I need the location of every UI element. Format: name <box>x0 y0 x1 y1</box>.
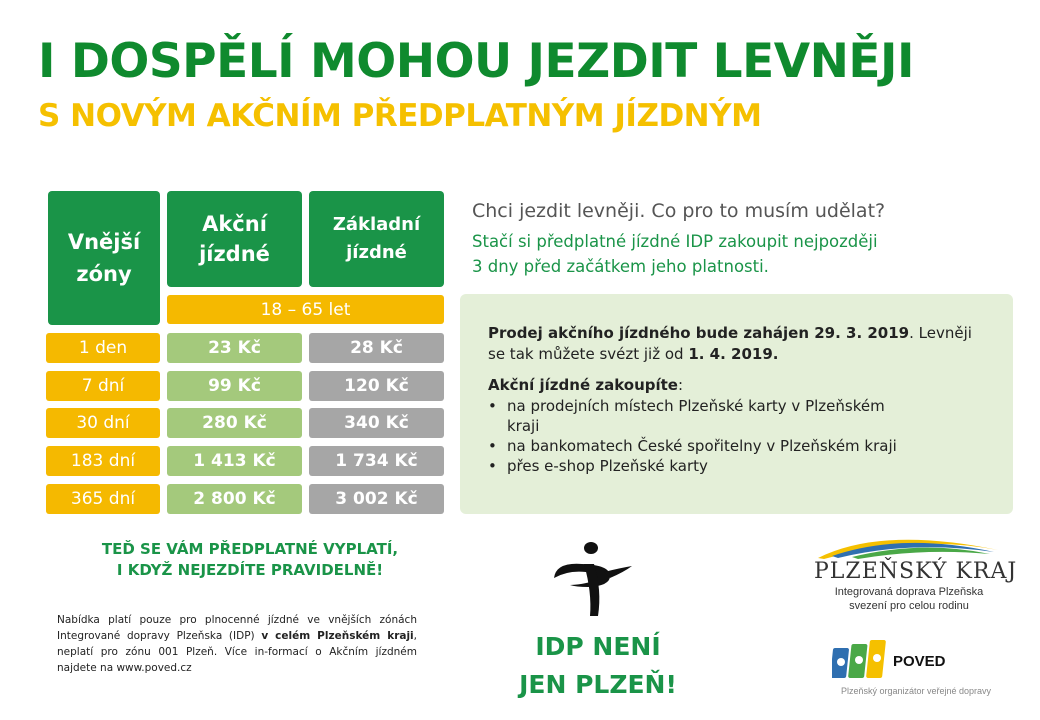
plzensky-kraj-swoosh-icon <box>812 528 1004 560</box>
buy-heading-colon: : <box>677 376 684 394</box>
subheadline: S NOVÝM AKČNÍM PŘEDPLATNÝM JÍZDNÝM <box>38 98 762 134</box>
list-item-line: • na bankomatech České spořitelny v Plzeňském kraji <box>507 437 897 455</box>
idp-slogan-line: IDP NENÍ <box>535 632 661 661</box>
plzensky-kraj-tagline <box>806 585 1012 613</box>
plzensky-kraj-name: PLZEŇSKÝ KRAJ <box>814 559 1018 584</box>
answer-line: Stačí si předplatné jízdné IDP zakoupit nejpozději <box>472 232 878 251</box>
header-basic-fare-line2: jízdné <box>346 242 407 263</box>
purchase-places-list <box>488 396 897 476</box>
basic-price-cell: 3 002 Kč <box>309 484 444 514</box>
sale-from-text: se tak můžete svézt již od <box>488 345 689 363</box>
buy-heading-bold: Akční jízdné zakoupíte <box>488 376 678 394</box>
question-heading: Chci jezdit levněji. Co pro to musím udělat? <box>472 200 886 222</box>
tagline-line: Integrovaná doprava Plzeňska <box>834 586 984 598</box>
period-cell: 7 dní <box>46 371 160 401</box>
sale-start-bold: Prodej akčního jízdného bude zahájen 29. 3. 2019 <box>488 324 910 342</box>
slogan-line: TEĎ SE VÁM PŘEDPLATNÉ VYPLATÍ, <box>101 540 399 558</box>
header-outer-zones-line2: zóny <box>76 262 132 286</box>
sale-from-line <box>488 344 779 364</box>
header-outer-zones-line1: Vnější <box>67 230 141 254</box>
poved-logo-icon <box>832 640 888 680</box>
slogan <box>40 539 460 581</box>
idp-logo-icon <box>548 540 644 620</box>
period-cell: 183 dní <box>46 446 160 476</box>
idp-slogan-line: JEN PLZEŇ! <box>519 670 677 699</box>
header-action-fare <box>167 191 302 287</box>
sale-start-line <box>488 323 972 343</box>
footnote <box>57 612 417 676</box>
tagline-line: svezení pro celou rodinu <box>849 600 969 612</box>
action-price-cell: 2 800 Kč <box>167 484 302 514</box>
header-action-fare-line2: jízdné <box>199 242 270 266</box>
basic-price-cell: 120 Kč <box>309 371 444 401</box>
answer-text <box>472 229 878 279</box>
basic-price-cell: 1 734 Kč <box>309 446 444 476</box>
list-item <box>488 396 897 436</box>
slogan-line: I KDYŽ NEJEZDÍTE PRAVIDELNĚ! <box>116 561 384 579</box>
header-basic-fare-line1: Základní <box>332 214 421 235</box>
age-range-bar: 18 – 65 let <box>167 295 444 324</box>
buy-heading <box>488 375 683 395</box>
footnote-part1: Nabídka platí pouze pro plnocenné jízdné ve vnějších zónách Integrované dopravy Plzeňska (IDP) <box>57 614 417 642</box>
header-basic-fare <box>309 191 444 287</box>
list-item <box>488 456 897 476</box>
sale-from-date: 1. 4. 2019. <box>688 345 779 363</box>
footnote-part2: , neplatí pro zónu 001 Plzeň. Více in-formací o Akčním jízdném najdete na www.poved.cz <box>57 630 417 674</box>
action-price-cell: 280 Kč <box>167 408 302 438</box>
sale-start-rest: . Levněji <box>909 324 972 342</box>
footnote-bold: v celém Plzeňském kraji <box>261 630 414 642</box>
period-cell: 30 dní <box>46 408 160 438</box>
list-item <box>488 436 897 456</box>
list-item-line: kraji <box>507 417 540 435</box>
list-item-line: • přes e-shop Plzeňské karty <box>507 457 708 475</box>
header-outer-zones <box>48 191 160 325</box>
idp-slogan <box>498 628 698 704</box>
list-item-line: • na prodejních místech Plzeňské karty v Plzeňském <box>507 397 885 415</box>
period-cell: 1 den <box>46 333 160 363</box>
action-price-cell: 23 Kč <box>167 333 302 363</box>
info-box <box>460 294 1013 514</box>
action-price-cell: 1 413 Kč <box>167 446 302 476</box>
basic-price-cell: 28 Kč <box>309 333 444 363</box>
action-price-cell: 99 Kč <box>167 371 302 401</box>
header-action-fare-line1: Akční <box>202 212 267 236</box>
basic-price-cell: 340 Kč <box>309 408 444 438</box>
headline: I DOSPĚLÍ MOHOU JEZDIT LEVNĚJI <box>38 34 915 89</box>
answer-line: 3 dny před začátkem jeho platnosti. <box>472 257 769 276</box>
period-cell: 365 dní <box>46 484 160 514</box>
poved-name: POVED <box>893 653 946 670</box>
poved-tagline: Plzeňský organizátor veřejné dopravy <box>840 686 992 696</box>
